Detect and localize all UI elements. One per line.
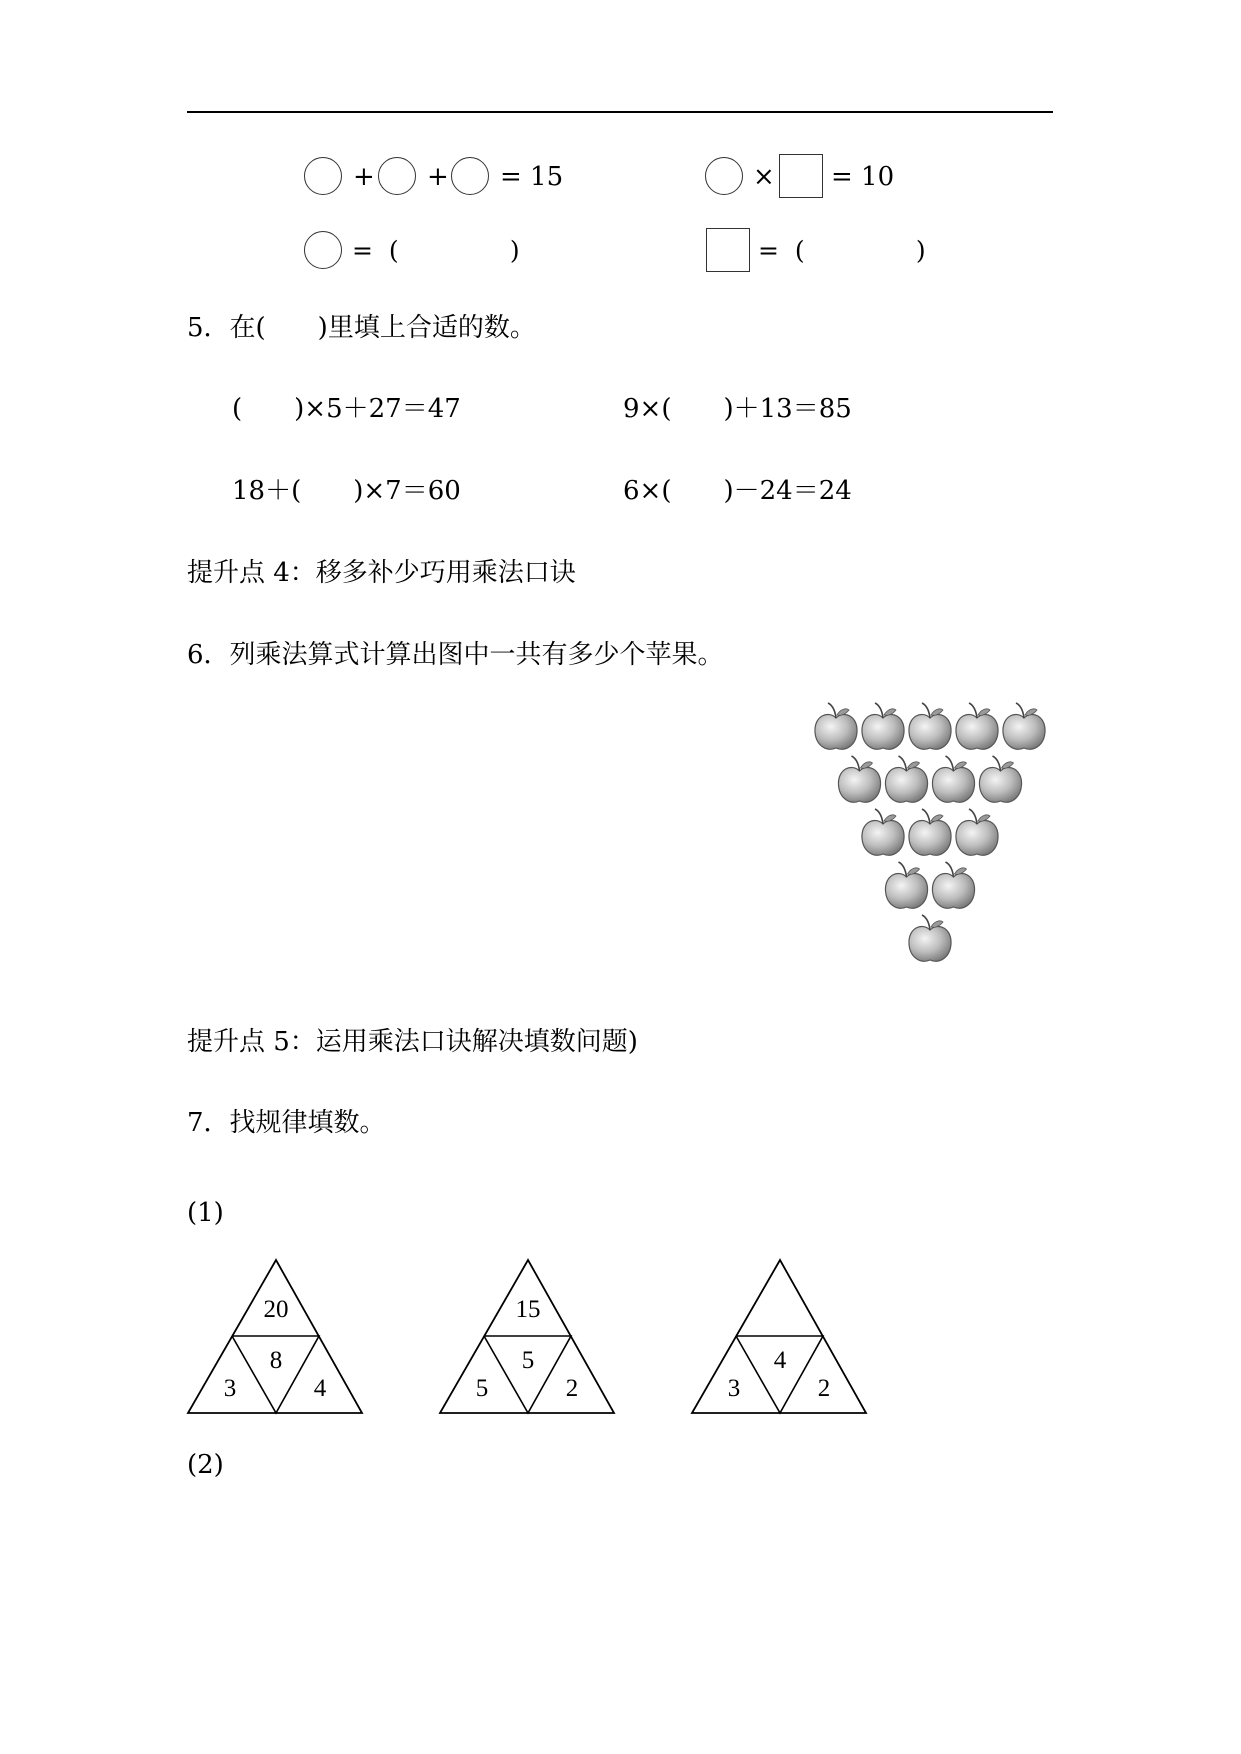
apple-pyramid xyxy=(800,700,1060,970)
triangle-center-number: 4 xyxy=(773,1347,787,1374)
circle-blank xyxy=(451,157,489,195)
square-blank xyxy=(706,228,750,272)
plus-sign: + xyxy=(353,162,375,192)
equation-result: = 10 xyxy=(831,162,895,192)
triangle-right-number: 2 xyxy=(817,1375,831,1402)
triangle-top-number: 20 xyxy=(263,1296,289,1323)
apple-icon xyxy=(909,703,951,749)
triangle-left-number: 3 xyxy=(223,1375,237,1402)
square-answer-blank: = ( ) xyxy=(758,236,926,265)
square-blank xyxy=(779,154,823,198)
apple-icon xyxy=(932,862,974,908)
point5-heading: 提升点 5：运用乘法口诀解决填数问题) xyxy=(187,1027,638,1057)
q5-item: 9×( )＋13＝85 xyxy=(623,394,852,424)
q5-item: 6×( )－24＝24 xyxy=(623,476,852,506)
triangle-center-number: 8 xyxy=(269,1347,283,1374)
circle-answer-blank: = ( ) xyxy=(352,236,520,265)
triangle-right-number: 2 xyxy=(565,1375,579,1402)
triangle-left-number: 3 xyxy=(727,1375,741,1402)
number-triangle-1 xyxy=(186,1258,366,1418)
triangle-left-number: 5 xyxy=(475,1375,489,1402)
apple-icon xyxy=(956,703,998,749)
q7-part2-label: (2) xyxy=(187,1450,224,1480)
q6-title: 6．列乘法算式计算出图中一共有多少个苹果。 xyxy=(187,640,724,670)
q5-item: 18＋( )×7＝60 xyxy=(232,476,461,506)
q5-title: 5．在( )里填上合适的数。 xyxy=(187,313,536,343)
apple-icon xyxy=(862,703,904,749)
apple-icon xyxy=(956,809,998,855)
apple-icon xyxy=(979,756,1021,802)
apple-icon xyxy=(1003,703,1045,749)
triangle-top-number: 15 xyxy=(515,1296,541,1323)
triangle-center-number: 5 xyxy=(521,1347,535,1374)
equation-result: = 15 xyxy=(500,162,564,192)
triangle-right-number: 4 xyxy=(313,1375,327,1402)
circle-blank xyxy=(304,231,342,269)
circle-blank xyxy=(304,157,342,195)
point4-heading: 提升点 4：移多补少巧用乘法口诀 xyxy=(187,558,576,588)
apple-icon xyxy=(815,703,857,749)
number-triangle-3 xyxy=(690,1258,870,1418)
apple-icon xyxy=(909,809,951,855)
times-sign: × xyxy=(753,162,775,192)
number-triangle-2 xyxy=(438,1258,618,1418)
apple-icon xyxy=(885,862,927,908)
plus-sign: + xyxy=(427,162,449,192)
apple-icon xyxy=(932,756,974,802)
apple-icon xyxy=(885,756,927,802)
apple-icon xyxy=(862,809,904,855)
apple-icon xyxy=(838,756,880,802)
circle-blank xyxy=(378,157,416,195)
q7-title: 7．找规律填数。 xyxy=(187,1108,386,1138)
circle-blank xyxy=(705,157,743,195)
header-rule xyxy=(187,111,1053,113)
q5-item: ( )×5＋27＝47 xyxy=(232,394,461,424)
q7-part1-label: (1) xyxy=(187,1198,224,1228)
apple-icon xyxy=(909,915,951,961)
